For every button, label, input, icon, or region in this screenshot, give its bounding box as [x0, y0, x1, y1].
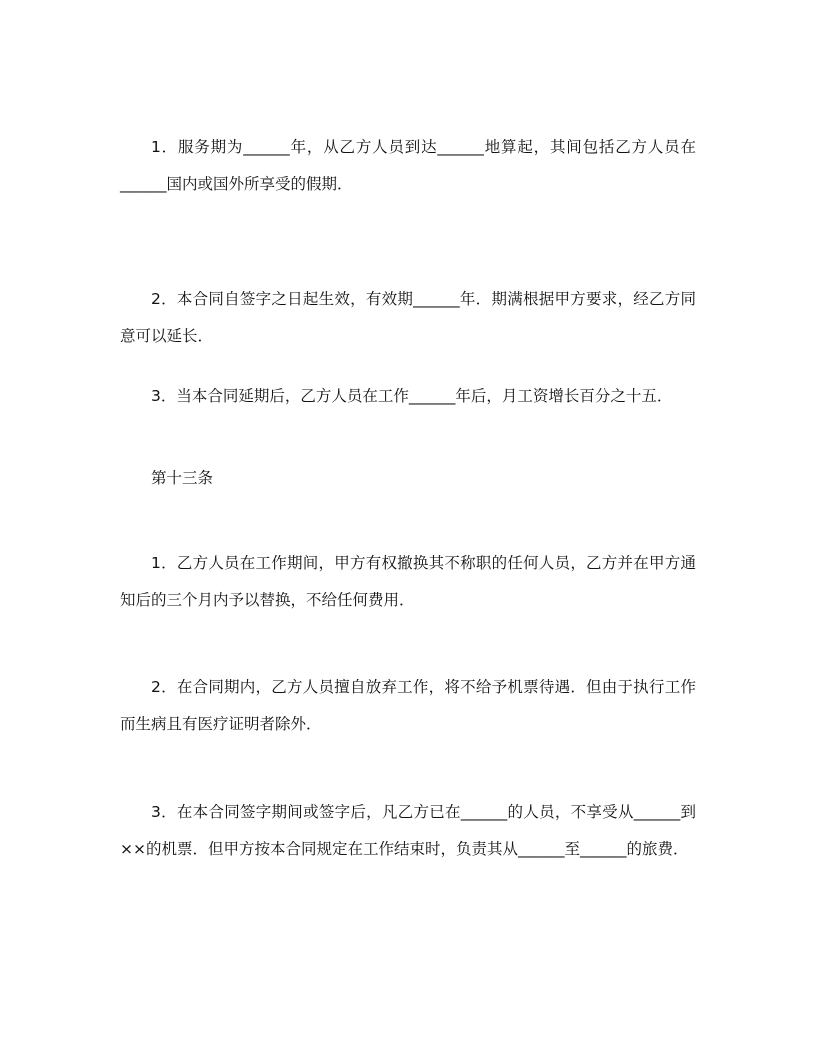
- clause-abandon-work: 2．在合同期内，乙方人员擅自放弃工作，将不给予机票待遇．但由于执行工作而生病且有医疗证明者除外．: [120, 678, 696, 733]
- clause-salary-increase: 3．当本合同延期后，乙方人员在工作______年后，月工资增长百分之十五．: [151, 387, 673, 405]
- article-heading: 第十三条: [151, 469, 214, 487]
- clause-validity: 2．本合同自签字之日起生效，有效期______年．期满根据甲方要求，经乙方同意可以延长．: [120, 290, 696, 345]
- clause-service-period: 1．服务期为______年，从乙方人员到达______地算起，其间包括乙方人员在______国内或国外所享受的假期．: [120, 138, 696, 193]
- clause-replacement: 1．乙方人员在工作期间，甲方有权撤换其不称职的任何人员，乙方并在甲方通知后的三个月内予以替换，不给任何费用．: [120, 554, 696, 609]
- clause-tickets: 3．在本合同签字期间或签字后，凡乙方已在______的人员，不享受从______到××的机票．但甲方按本合同规定在工作结束时，负责其从______至______的旅费．: [120, 803, 696, 858]
